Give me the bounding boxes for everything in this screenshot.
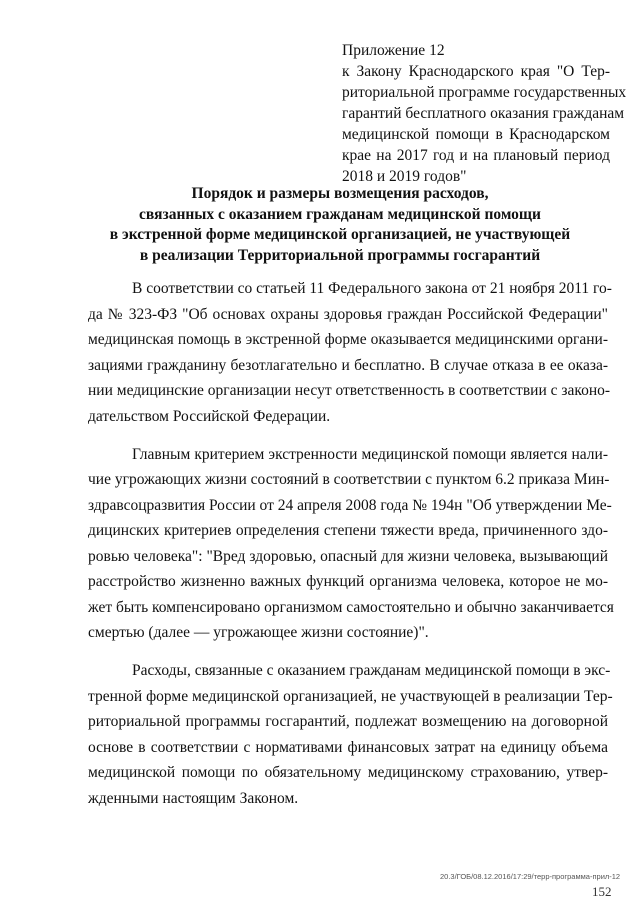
page-number: 152 — [592, 884, 612, 899]
title-line: связанных с оказанием гражданам медицинской помощи — [139, 205, 541, 223]
paragraph-legal-basis — [88, 276, 612, 429]
paragraph-line: дательством Российской Федерации. — [88, 407, 331, 425]
title-line: в реализации Территориальной программы госгарантий — [139, 246, 541, 264]
paragraph-line: да № 323-ФЗ "Об основах охраны здоровья граждан Российской Федерации" — [88, 305, 608, 323]
document-body — [88, 276, 614, 824]
paragraph-line: тренной форме медицинской организацией, не участвующей в реализации Тер- — [88, 687, 613, 705]
annex-line: риториальной программе государственных — [342, 84, 627, 101]
paragraph-line: зациями гражданину безотлагательно и бесплатно. В случае отказа в ее оказа- — [88, 356, 608, 374]
paragraph-line: В соответствии со статьей 11 Федерального закона от 21 ноября 2011 го- — [132, 280, 612, 297]
paragraph-line: Главным критерием экстренности медицинской помощи является нали- — [132, 445, 608, 463]
paragraph-line: ровью человека": "Вред здоровью, опасный для жизни человека, вызывающий — [88, 547, 608, 565]
annex-line: 2018 и 2019 годов" — [342, 168, 467, 185]
paragraph-emergency-criterion — [88, 442, 614, 646]
paragraph-line: расстройство жизненно важных функций организма человека, которое не мо- — [88, 573, 608, 590]
paragraph-line: чие угрожающих жизни состояний в соответствии с пунктом 6.2 приказа Мин- — [88, 471, 610, 488]
title-line: в экстренной форме медицинской организацией, не участвующей — [109, 226, 571, 243]
paragraph-line: жденными настоящим Законом. — [88, 789, 299, 807]
paragraph-line: риториальной программы госгарантий, подлежат возмещению на договорной — [88, 713, 608, 730]
annex-line: гарантий бесплатного оказания гражданам — [342, 105, 625, 122]
paragraph-reimbursement — [88, 658, 613, 811]
paragraph-line: медицинской помощи по обязательному медицинскому страхованию, утвер- — [88, 764, 608, 781]
file-code: 20.3/ГОБ/08.12.2016/17:29/терр-программа-прил-12 — [440, 872, 621, 881]
paragraph-line: дицинских критериев определения степени тяжести вреда, причиненного здо- — [88, 522, 608, 539]
annex-header — [342, 40, 627, 187]
annex-line: к Закону Краснодарского края "О Тер- — [342, 63, 610, 80]
paragraph-line: Расходы, связанные с оказанием гражданам медицинской помощи в экс- — [132, 662, 611, 679]
paragraph-line: нии медицинские организации несут ответственность в соответствии с законо- — [88, 382, 611, 399]
paragraph-line: жет быть компенсировано организмом самостоятельно и обычно заканчивается — [88, 598, 614, 616]
paragraph-line: смертью (далее — угрожающее жизни состояние)". — [88, 624, 429, 641]
paragraph-line: медицинская помощь в экстренной форме оказывается медицинскими органи- — [88, 331, 608, 348]
paragraph-line: здравсоцразвития России от 24 апреля 2008 года № 194н "Об утверждении Ме- — [88, 496, 612, 514]
paragraph-line: основе в соответствии с нормативами финансовых затрат на единицу объема — [88, 738, 608, 756]
document-title — [60, 184, 620, 266]
annex-line: медицинской помощи в Краснодарском — [342, 126, 610, 143]
title-line: Порядок и размеры возмещения расходов, — [191, 185, 489, 202]
annex-line: крае на 2017 год и на плановый период — [342, 147, 610, 164]
annex-line: Приложение 12 — [342, 42, 445, 59]
